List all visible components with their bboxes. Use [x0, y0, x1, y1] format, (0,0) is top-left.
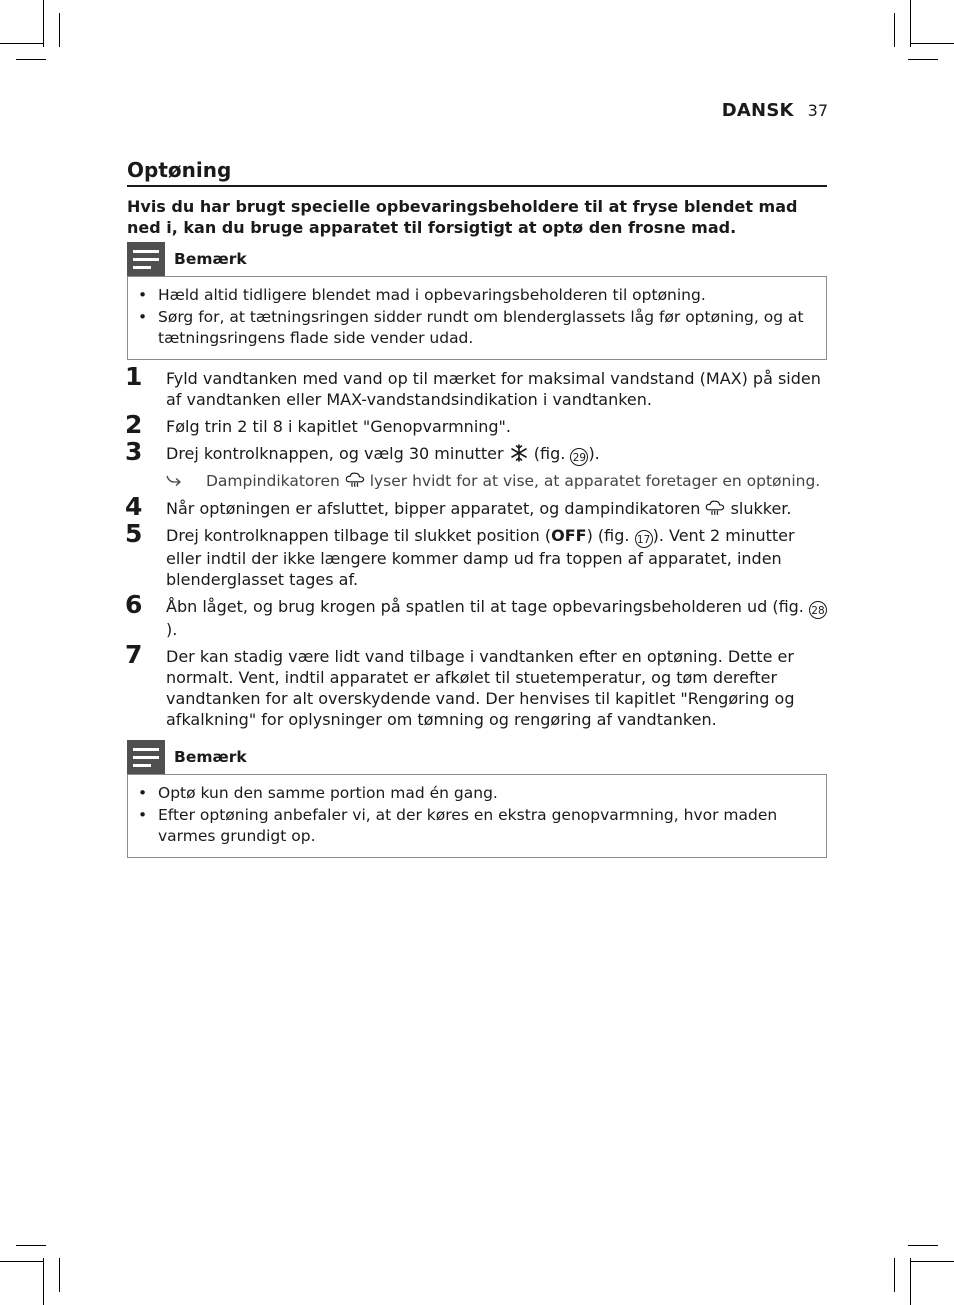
result-text: Dampindikatoren — [206, 471, 340, 490]
note-item: • Optø kun den samme portion mad én gang. — [136, 783, 814, 805]
section-title: Optøning — [127, 158, 827, 187]
note-item: • Hæld altid tidligere blendet mad i opbevaringsbeholderen til optøning. — [136, 285, 814, 307]
crop-mark — [16, 59, 46, 60]
step-number: 7 — [125, 640, 143, 669]
step-text: Åbn låget, og brug krogen på spatlen til at tage opbevaringsbeholderen ud (fig. — [166, 597, 804, 616]
crop-mark — [894, 1258, 895, 1292]
step-number: 4 — [125, 492, 143, 521]
note-item: • Efter optøning anbefaler vi, at der køres en ekstra genopvarmning, hvor maden varmes grundigt op. — [136, 805, 814, 848]
step-text: Drej kontrolknappen tilbage til slukket position ( — [166, 526, 552, 545]
step-2 — [125, 409, 827, 439]
step-number: 2 — [125, 409, 143, 439]
note-body — [127, 276, 827, 360]
step-list — [125, 361, 827, 731]
page-content — [127, 158, 827, 858]
note-label: Bemærk — [174, 748, 247, 766]
step-4 — [125, 492, 827, 521]
note-box-1 — [127, 242, 827, 360]
crop-mark — [43, 1258, 44, 1305]
crop-mark — [0, 43, 43, 44]
step-text: Følg trin 2 til 8 i kapitlet "Genopvarmning". — [166, 416, 511, 436]
step-number: 3 — [125, 436, 143, 466]
step-text: ). — [166, 620, 178, 639]
step-text: Når optøningen er afsluttet, bipper apparatet, og dampindikatoren — [166, 499, 701, 518]
crop-mark — [16, 1245, 46, 1246]
snowflake-icon — [509, 444, 529, 462]
step-text: Drej kontrolknappen, og vælg 30 minutter — [166, 443, 504, 463]
step-6 — [125, 590, 827, 640]
figure-ref-prefix: (fig. — [533, 443, 566, 463]
note-lines-icon — [127, 242, 165, 276]
note-lines-icon — [127, 740, 165, 774]
page-header — [722, 100, 828, 121]
step-text: ). Vent 2 minutter eller indtil der ikke længere kommer damp ud fra toppen af apparatet, inden blenderglasset tages af. — [166, 526, 795, 589]
figure-number: 28 — [809, 601, 827, 619]
crop-mark — [908, 1245, 938, 1246]
step-text: ). — [588, 443, 600, 463]
note-header — [127, 242, 827, 276]
crop-mark — [908, 59, 938, 60]
crop-mark — [910, 0, 911, 47]
figure-number: 29 — [570, 448, 588, 466]
step-7 — [125, 640, 827, 730]
crop-mark — [911, 43, 954, 44]
step-text: ) (fig. — [586, 526, 630, 545]
step-text: Fyld vandtanken med vand op til mærket for maksimal vandstand (MAX) på siden af vandtanken eller MAX-vandstandsindikation i vandtanken. — [166, 368, 821, 409]
step-number: 6 — [125, 590, 143, 619]
crop-mark — [0, 1261, 43, 1262]
crop-mark — [910, 1258, 911, 1305]
crop-mark — [43, 0, 44, 47]
step-text: slukker. — [730, 499, 792, 518]
note-item: • Sørg for, at tætningsringen sidder rundt om blenderglassets låg før optøning, og at tætningsringens flade side vender udad. — [136, 307, 814, 350]
step-number: 1 — [125, 361, 143, 391]
crop-mark — [59, 13, 60, 47]
step-1 — [125, 361, 827, 410]
note-label: Bemærk — [174, 250, 247, 268]
step-number: 5 — [125, 519, 143, 548]
note-body — [127, 774, 827, 858]
off-label: OFF — [551, 526, 587, 545]
result-text: lyser hvidt for at vise, at apparatet foretager en optøning. — [369, 471, 821, 490]
note-header — [127, 740, 827, 774]
result-arrow-icon — [166, 471, 182, 491]
page-number: 37 — [807, 101, 828, 120]
crop-mark — [911, 1261, 954, 1262]
language-label: DANSK — [721, 100, 794, 121]
steam-cloud-icon — [705, 499, 725, 517]
note-box-2 — [127, 740, 827, 858]
figure-number: 17 — [635, 530, 653, 548]
crop-mark — [894, 13, 895, 47]
section-intro: Hvis du har brugt specielle opbevaringsbeholdere til at fryse blendet mad ned i, kan du bruge apparatet til forsigtigt at optø den frosne mad. — [127, 197, 798, 237]
steam-cloud-icon — [345, 471, 365, 489]
step-result — [166, 471, 827, 493]
step-3 — [125, 436, 827, 493]
step-5 — [125, 519, 827, 590]
step-text: Der kan stadig være lidt vand tilbage i vandtanken efter en optøning. Dette er normalt. Vent, indtil apparatet er afkølet til stuetemperatur, og tøm derefter vandtanken for alt overskydende vand. Der henvises til kapitlet "Rengøring og afkalkning" for oplysninger om tømning og rengøring af vandtanken. — [166, 647, 795, 729]
crop-mark — [59, 1258, 60, 1292]
